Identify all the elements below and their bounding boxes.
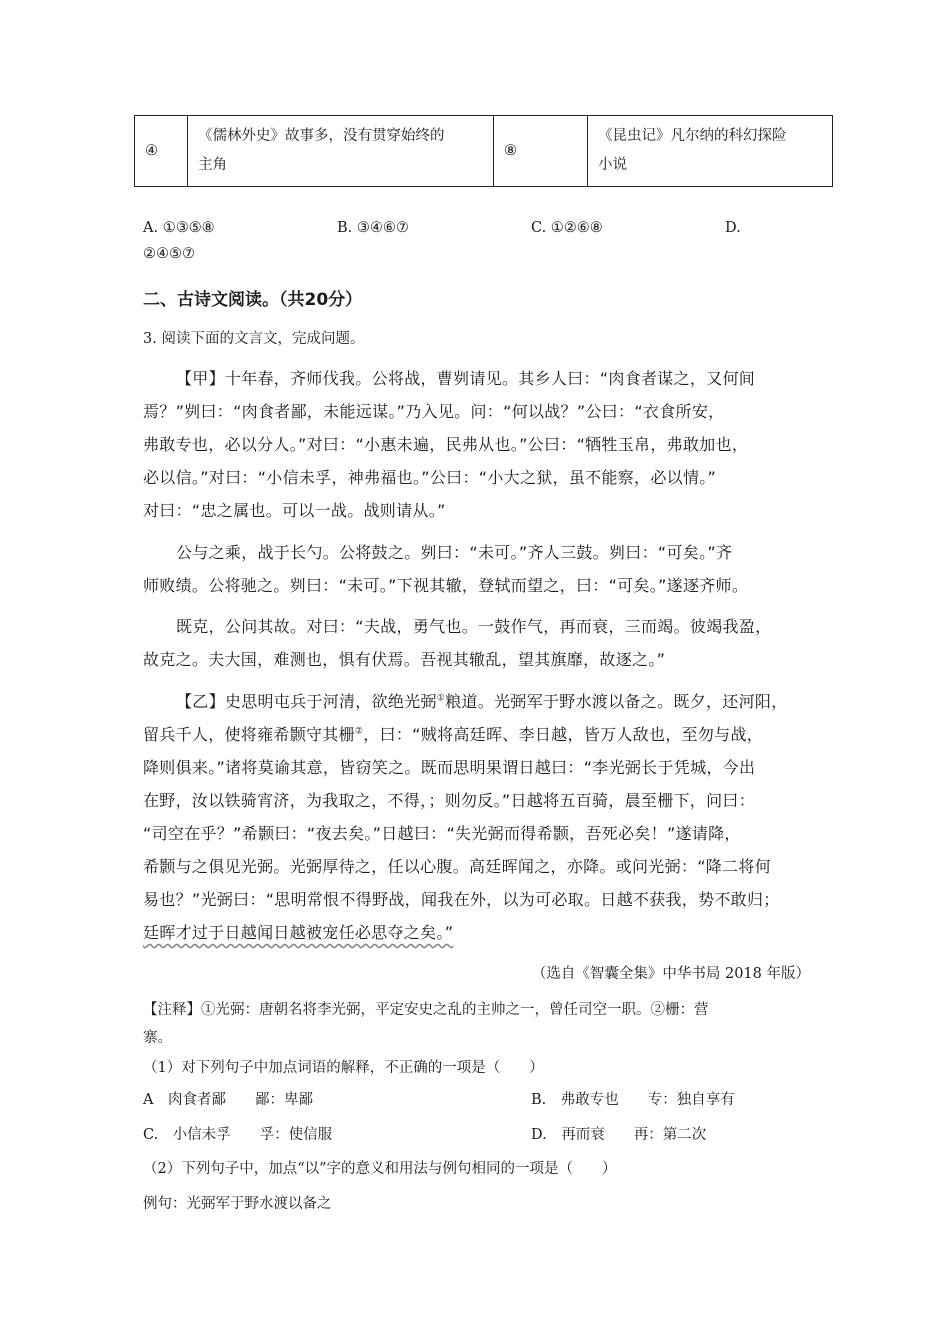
passage-yi-line (143, 722, 763, 745)
passage-jia-line: 弗敢专也，必以分人。”对曰：“小惠未遍，民弗从也。”公曰：“牺牲玉帛，弗敢加也， (143, 435, 749, 454)
item-text-line: 《昆虫记》凡尔纳的科幻探险 (598, 128, 787, 144)
item-text-line: 主角 (198, 157, 227, 173)
question-1-option-c: C. 小信未孚 孚：使信服 (143, 1127, 333, 1143)
book-answer-table (134, 115, 833, 187)
passage-jia-line: 公与之乘，战于长勺。公将鼓之。刿曰：“未可。”齐人三鼓。刿曰：“可矣。”齐 (176, 543, 733, 562)
passage-jia-line: 必以信。”对曰：“小信未孚，神弗福也。”公曰：“小大之狱，虽不能察，必以情。” (143, 468, 717, 487)
question-1-option-d: D. 再而衰 再：第二次 (531, 1127, 707, 1143)
passage-yi-line-underlined: 廷晖才过于日越闻日越被宠任必思夺之矣。” (143, 923, 454, 942)
passage-text: 留兵千人，使将雍希颢守其栅 (143, 725, 355, 744)
passage-yi-line: 希颢与之俱见光弼。光弼厚待之，任以心腹。高廷晖闻之，亦降。或问光弼：“降二将何 (143, 857, 771, 876)
passage-jia-line: 焉？”刿曰：“肉食者鄙，未能远谋。”乃入见。问：“何以战？”公曰：“衣食所安， (143, 402, 725, 421)
question-1-stem: （1）对下列句子中加点词语的解释，不正确的一项是（ ） (143, 1060, 544, 1076)
option-b: B. ③④⑥⑦ (337, 220, 409, 236)
source-citation: （选自《智囊全集》中华书局 2018 年版） (531, 966, 810, 982)
option-c: C. ①②⑥⑧ (531, 220, 603, 236)
passage-yi-line: “司空在乎？”希颢曰：“夜去矣。”日越曰：“失光弼而得希颢，吾死必矣！”遂请降， (143, 824, 741, 843)
passage-text: 【乙】史思明屯兵于河清，欲绝光弼 (176, 692, 437, 711)
passage-yi-line: 在野，汝以铁骑宵济，为我取之，不得，；则勿反。”日越将五百骑，晨至栅下，问曰： (143, 791, 755, 810)
question-1-option-a: A 肉食者鄙 鄙：卑鄙 (143, 1092, 313, 1108)
passage-jia-line: 师败绩。公将驰之。刿曰：“未可。”下视其辙，登轼而望之，曰：“可矣。”遂逐齐师。 (143, 576, 749, 595)
item-text-line: 《儒林外史》故事多，没有贯穿始终的 (198, 128, 445, 144)
annotation-line: 【注释】①光弼：唐朝名将李光弼，平定安史之乱的主帅之一，曾任司空一职。②栅：营 (143, 1002, 709, 1018)
table-cell-text (188, 116, 494, 187)
passage-jia-line: 对曰：“忠之属也。可以一战。战则请从。” (143, 501, 446, 520)
option-a: A. ①③⑤⑧ (143, 220, 215, 236)
footnote-marker: ① (436, 693, 446, 704)
passage-jia-line: 【甲】十年春，齐师伐我。公将战，曹刿请见。其乡人曰：“肉食者谋之，又何间 (176, 369, 756, 388)
passage-yi-line: 易也？”光弼曰：“思明常恨不得野战，闻我在外，以为可必取。日越不获我，势不敢归； (143, 890, 780, 909)
question-3-intro: 3. 阅读下面的文言文，完成问题。 (143, 331, 365, 347)
table-cell-text (588, 116, 833, 187)
passage-text: 粮道。光弼军于野水渡以备之。既夕，还河阳， (445, 692, 788, 711)
item-number: ⑧ (504, 142, 517, 159)
table-cell-num (494, 116, 588, 187)
annotation-line: 寨。 (143, 1030, 172, 1046)
passage-jia-line: 既克，公问其故。对曰：“夫战，勇气也。一鼓作气，再而衰，三而竭。彼竭我盈， (176, 617, 772, 636)
passage-jia-line: 故克之。夫大国，难测也，惧有伏焉。吾视其辙乱，望其旗靡，故逐之。” (143, 650, 666, 669)
passage-text: ，曰：“贼将高廷晖、李日越，皆万人敌也，至勿与战， (363, 725, 764, 744)
option-d-continued: ②④⑤⑦ (143, 246, 195, 262)
table-cell-num (135, 116, 188, 187)
footnote-marker: ② (354, 726, 364, 737)
table-row (135, 116, 833, 187)
passage-yi-line (176, 689, 788, 712)
question-2-stem: （2）下列句子中，加点“以”字的意义和用法与例句相同的一项是（ ） (143, 1161, 617, 1177)
passage-yi-line: 降则俱来。”诸将莫谕其意，皆窃笑之。既而思明果谓日越曰：“李光弼长于凭城，今出 (143, 758, 756, 777)
item-text-line: 小说 (598, 157, 627, 173)
section-title: 二、古诗文阅读。（共20分） (143, 290, 363, 310)
option-d: D. (725, 220, 741, 236)
question-1-option-b: B. 弗敢专也 专：独自享有 (531, 1092, 735, 1108)
question-2-example: 例句：光弼军于野水渡以备之 (143, 1196, 332, 1212)
item-number: ④ (145, 142, 158, 159)
